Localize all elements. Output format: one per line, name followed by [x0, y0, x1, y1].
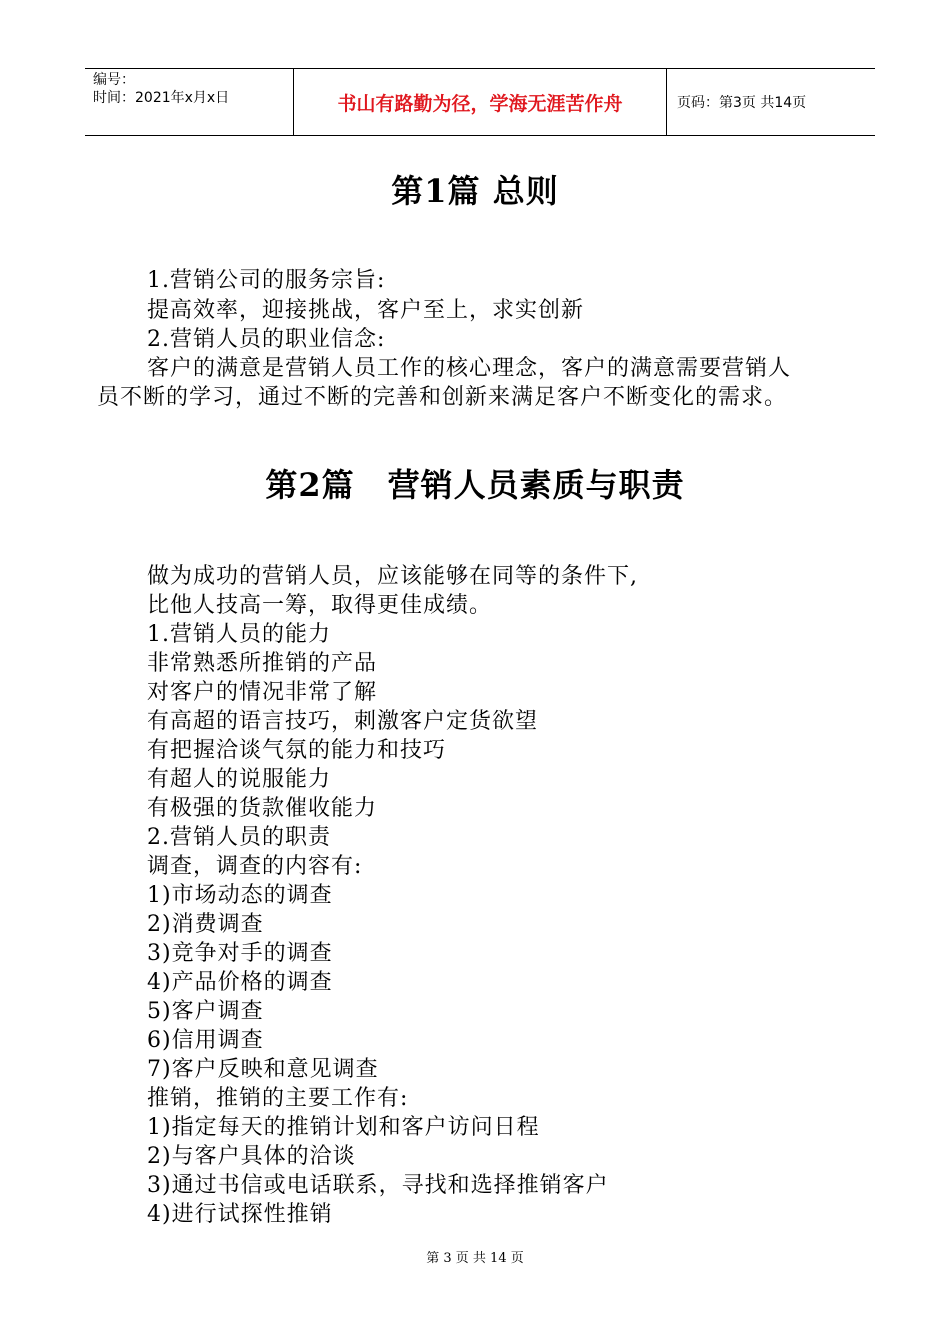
section2-line: 3)竞争对手的调查: [147, 941, 333, 966]
section2-title: 第2篇 营销人员素质与职责: [265, 466, 685, 504]
header-meta: [85, 69, 294, 136]
section2-line: 1.营销人员的能力: [147, 622, 331, 647]
header-motto: 书山有路勤为径，学海无涯苦作舟: [294, 69, 667, 136]
header-number: 编号：: [93, 72, 135, 88]
section1-line: 2.营销人员的职业信念:: [147, 327, 386, 352]
section1-line: 1.营销公司的服务宗旨:: [147, 268, 386, 293]
header-page-info: 页码：第3页 共14页: [667, 69, 876, 136]
header-time: 时间：2021年x月x日: [93, 90, 230, 106]
section2-line: 比他人技高一筹，取得更佳成绩。: [147, 593, 493, 618]
section1-line: 客户的满意是营销人员工作的核心理念，客户的满意需要营销人: [147, 356, 792, 381]
section2-line: 有极强的货款催收能力: [147, 796, 378, 821]
section2-line: 4)产品价格的调查: [147, 970, 333, 995]
section2-line: 4)进行试探性推销: [147, 1202, 333, 1227]
section2-line: 有超人的说服能力: [147, 767, 332, 792]
section1-line: 提高效率，迎接挑战，客户至上，求实创新: [147, 298, 585, 323]
page-header: [85, 68, 875, 136]
section1-line: 员不断的学习，通过不断的完善和创新来满足客户不断变化的需求。: [97, 385, 788, 410]
section2-line: 1)市场动态的调查: [147, 883, 333, 908]
section2-line: 2)与客户具体的洽谈: [147, 1144, 356, 1169]
section2-line: 做为成功的营销人员，应该能够在同等的条件下,: [147, 564, 638, 589]
page-footer: 第 3 页 共 14 页: [426, 1251, 524, 1266]
section2-line: 3)通过书信或电话联系，寻找和选择推销客户: [147, 1173, 609, 1198]
section2-line: 7)客户反映和意见调查: [147, 1057, 379, 1082]
section2-line: 6)信用调查: [147, 1028, 264, 1053]
section2-line: 有把握洽谈气氛的能力和技巧: [147, 738, 447, 763]
section2-line: 非常熟悉所推销的产品: [147, 651, 378, 676]
section2-line: 对客户的情况非常了解: [147, 680, 378, 705]
section2-line: 1)指定每天的推销计划和客户访问日程: [147, 1115, 540, 1140]
section2-line: 2)消费调查: [147, 912, 264, 937]
section1-title: 第1篇 总则: [391, 172, 559, 210]
section2-line: 有高超的语言技巧，刺激客户定货欲望: [147, 709, 539, 734]
section2-line: 5)客户调查: [147, 999, 264, 1024]
section2-line: 调查，调查的内容有:: [147, 854, 363, 879]
section2-line: 2.营销人员的职责: [147, 825, 331, 850]
section2-line: 推销，推销的主要工作有:: [147, 1086, 409, 1111]
